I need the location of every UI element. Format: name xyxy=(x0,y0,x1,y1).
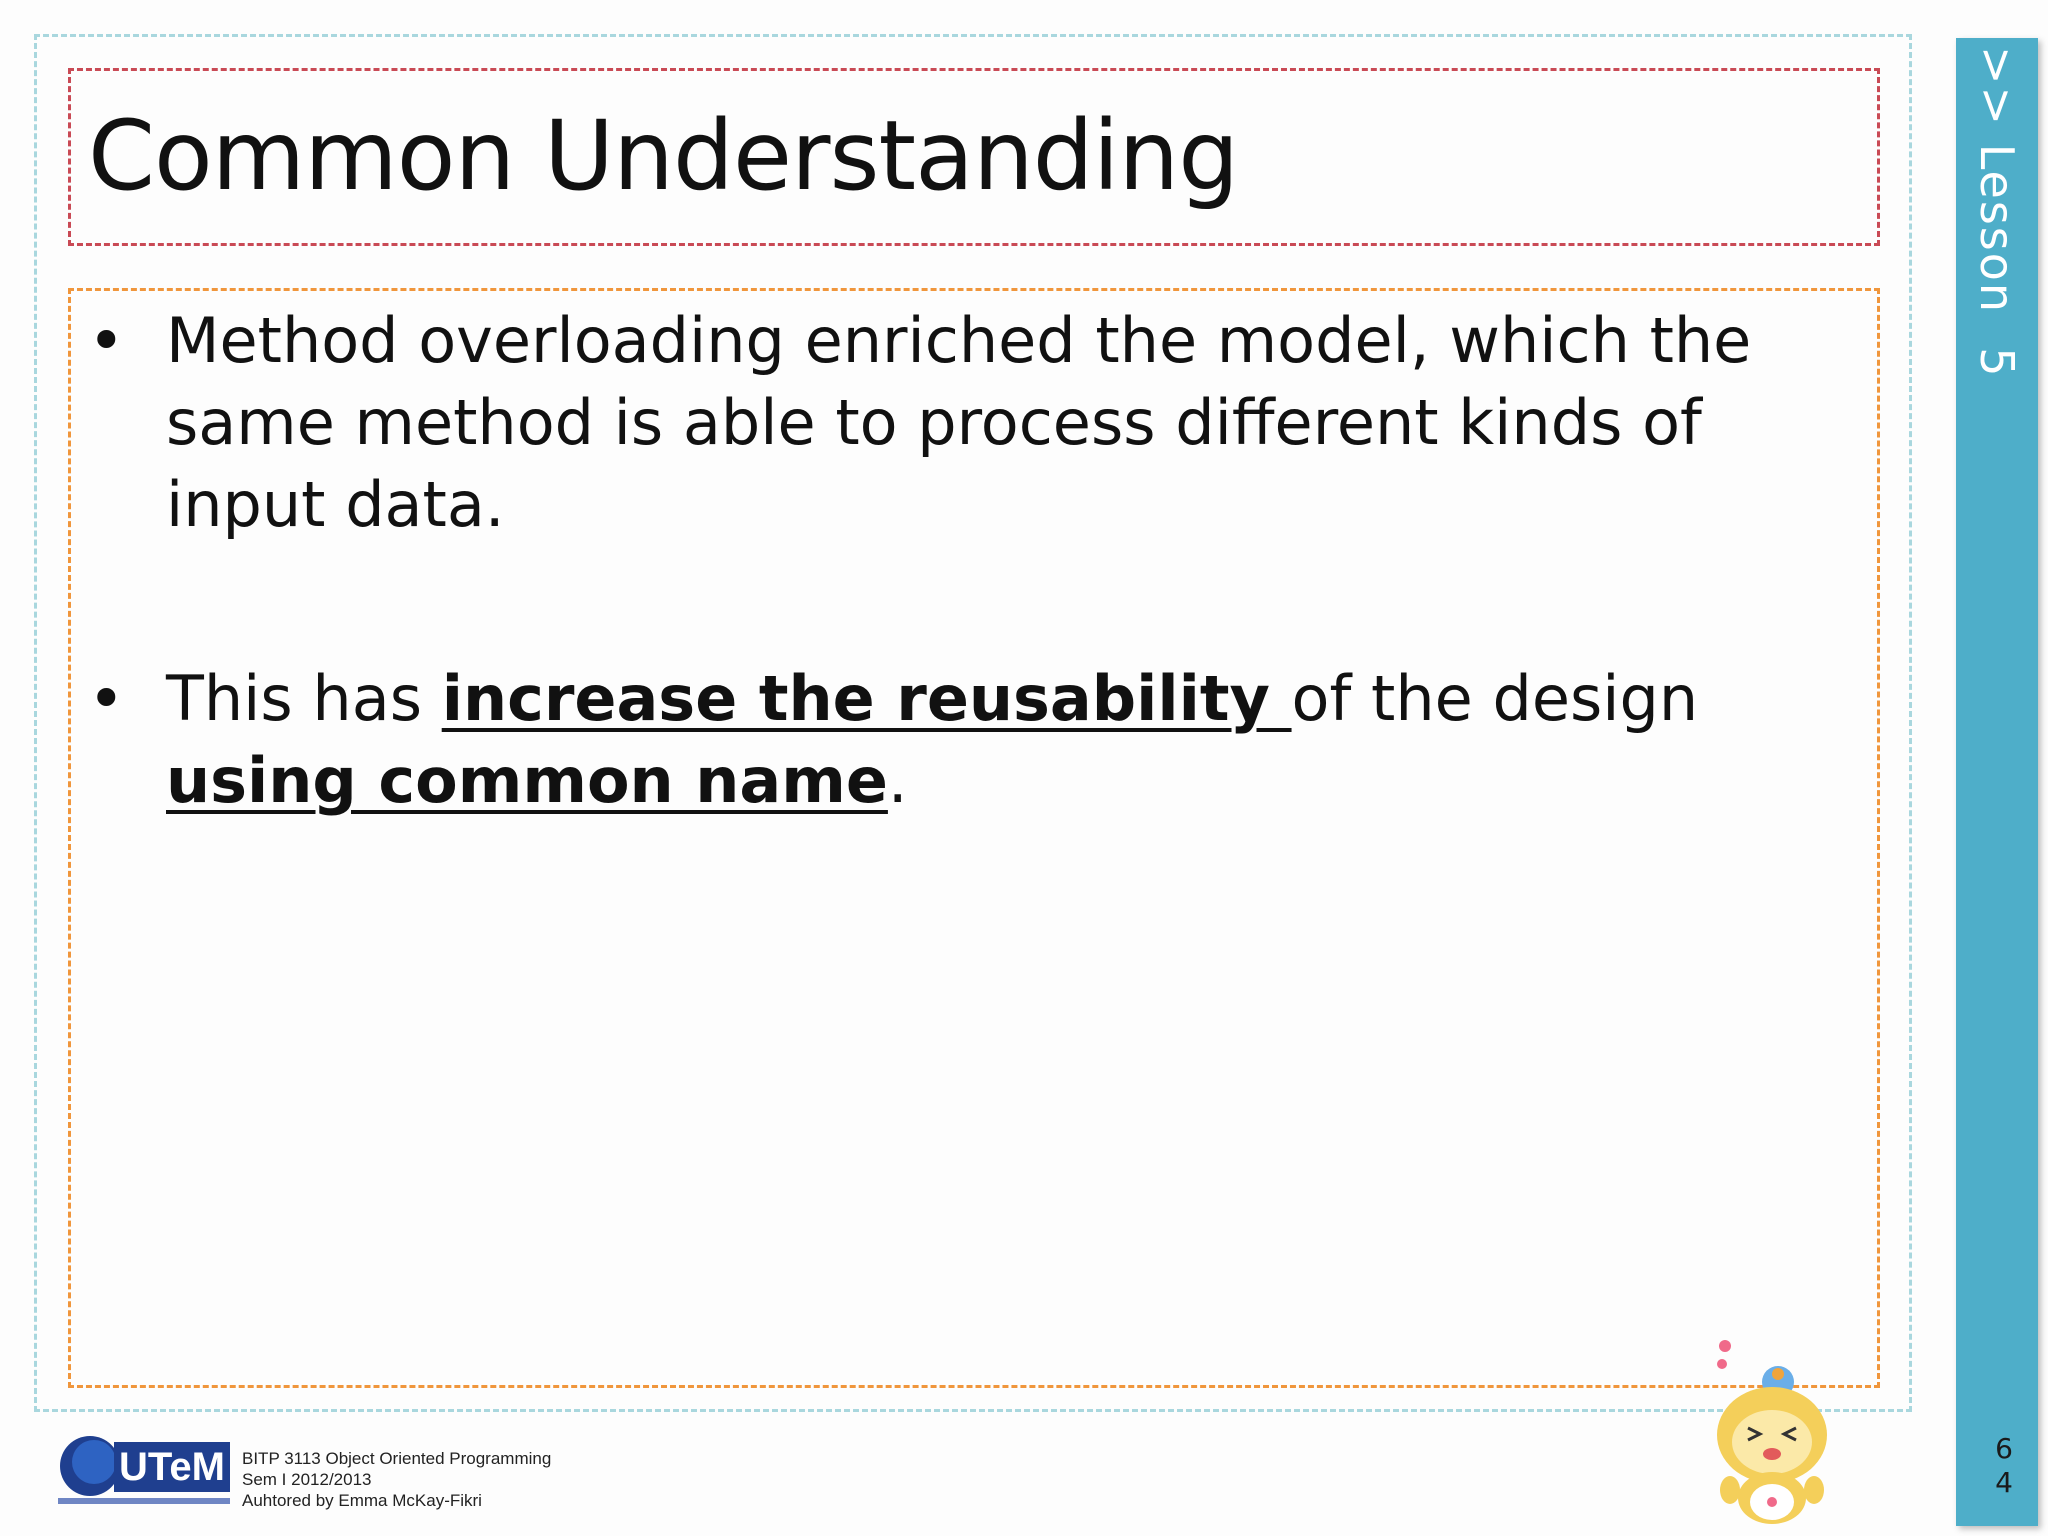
bullet-text: . xyxy=(887,744,908,817)
page-number-digit: 6 xyxy=(1995,1432,2013,1465)
utem-logo-icon xyxy=(54,1428,234,1512)
author: Auhtored by Emma McKay-Fikri xyxy=(242,1491,482,1510)
bullet-item xyxy=(88,658,1868,822)
page-number xyxy=(1984,1432,2024,1500)
slide-title: Common Understanding xyxy=(88,100,1239,212)
bullet-symbol: • xyxy=(88,662,125,735)
bullet-symbol: • xyxy=(88,304,125,377)
tiger-mascot-icon xyxy=(1700,1330,1850,1530)
emphasized-text: using common name xyxy=(166,744,888,817)
page-number-digit: 4 xyxy=(1995,1466,2013,1499)
bullet-list xyxy=(88,300,1868,822)
bullet-text: Method overloading enriched the model, which the same method is able to process different kinds of input data. xyxy=(166,304,1752,541)
lesson-label xyxy=(1956,38,2038,398)
bullet-text: of the design xyxy=(1291,662,1699,735)
footer-credits xyxy=(242,1448,551,1511)
semester: Sem I 2012/2013 xyxy=(242,1470,372,1489)
lesson-label-text: >> Lesson 5 xyxy=(1970,46,2024,379)
logo-text: UTeM xyxy=(119,1445,225,1489)
emphasized-text: increase the reusability xyxy=(441,662,1292,735)
bullet-item xyxy=(88,300,1868,546)
course-name: BITP 3113 Object Oriented Programming xyxy=(242,1449,552,1468)
bullet-text: This has xyxy=(166,662,442,735)
